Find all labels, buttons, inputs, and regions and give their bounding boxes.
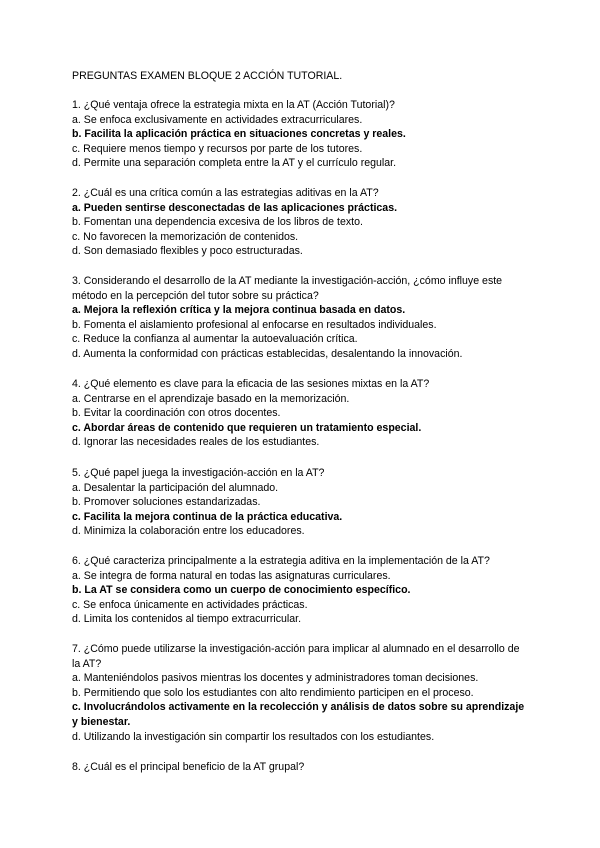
question-text: 3. Considerando el desarrollo de la AT mediante la investigación-acción, ¿cómo influye este método en la percepción del tutor sobre su práctica? (72, 275, 503, 302)
answer-option: a. Se enfoca exclusivamente en actividades extracurriculares. (72, 113, 363, 126)
answer-option: b. Promover soluciones estandarizadas. (72, 496, 261, 509)
correct-answer-option: c. Facilita la mejora continua de la práctica educativa. (72, 510, 343, 523)
answer-option: a. Manteniéndolos pasivos mientras los docentes y administradores toman decisiones. (72, 672, 479, 685)
answer-option: c. No favorecen la memorización de contenidos. (72, 230, 299, 243)
question-block (72, 98, 530, 171)
correct-answer-option: b. Facilita la aplicación práctica en situaciones concretas y reales. (72, 128, 406, 141)
question-text: 6. ¿Qué caracteriza principalmente a la estrategia aditiva en la implementación de la AT? (72, 555, 490, 567)
question-block (72, 274, 530, 362)
question-text: 5. ¿Qué papel juega la investigación-acción en la AT? (72, 467, 325, 479)
question-text: 1. ¿Qué ventaja ofrece la estrategia mixta en la AT (Acción Tutorial)? (72, 99, 395, 111)
answer-option: d. Utilizando la investigación sin compartir los resultados con los estudiantes. (72, 730, 435, 743)
question-block (72, 760, 530, 775)
answer-option: a. Se integra de forma natural en todas las asignaturas curriculares. (72, 569, 391, 582)
correct-answer-option: c. Involucrándolos activamente en la recolección y análisis de datos sobre su aprendizaje y bienestar. (72, 701, 525, 728)
answer-option: a. Desalentar la participación del alumnado. (72, 481, 279, 494)
question-block (72, 377, 530, 450)
correct-answer-option: b. La AT se considera como un cuerpo de conocimiento específico. (72, 584, 411, 597)
answer-option: b. Permitiendo que solo los estudiantes con alto rendimiento participen en el proceso. (72, 686, 474, 699)
correct-answer-option: c. Abordar áreas de contenido que requieren un tratamiento especial. (72, 421, 422, 434)
answer-option: d. Son demasiado flexibles y poco estructuradas. (72, 245, 303, 258)
answer-option: d. Limita los contenidos al tiempo extracurricular. (72, 613, 302, 626)
answer-option: d. Permite una separación completa entre la AT y el currículo regular. (72, 157, 397, 170)
question-block (72, 466, 530, 539)
answer-option: d. Minimiza la colaboración entre los educadores. (72, 525, 305, 538)
answer-option: d. Aumenta la conformidad con prácticas establecidas, desalentando la innovación. (72, 347, 463, 360)
answer-option: d. Ignorar las necesidades reales de los estudiantes. (72, 436, 320, 449)
question-block (72, 554, 530, 627)
question-text: 7. ¿Cómo puede utilizarse la investigación-acción para implicar al alumnado en el desarrollo de la AT? (72, 643, 520, 670)
page-title: PREGUNTAS EXAMEN BLOQUE 2 ACCIÓN TUTORIAL. (72, 70, 343, 82)
answer-option: c. Reduce la confianza al aumentar la autoevaluación crítica. (72, 333, 358, 346)
answer-option: c. Se enfoca únicamente en actividades prácticas. (72, 598, 308, 611)
answer-option: b. Evitar la coordinación con otros docentes. (72, 407, 281, 420)
answer-option: a. Centrarse en el aprendizaje basado en la memorización. (72, 392, 350, 405)
answer-option: b. Fomenta el aislamiento profesional al enfocarse en resultados individuales. (72, 318, 437, 331)
answer-option: b. Fomentan una dependencia excesiva de los libros de texto. (72, 216, 363, 229)
question-text: 8. ¿Cuál es el principal beneficio de la AT grupal? (72, 761, 305, 773)
answer-option: c. Requiere menos tiempo y recursos por parte de los tutores. (72, 142, 363, 155)
correct-answer-option: a. Pueden sentirse desconectadas de las aplicaciones prácticas. (72, 201, 398, 214)
question-text: 2. ¿Cuál es una crítica común a las estrategias aditivas en la AT? (72, 187, 379, 199)
question-block (72, 186, 530, 259)
correct-answer-option: a. Mejora la reflexión crítica y la mejora continua basada en datos. (72, 304, 406, 317)
question-block (72, 642, 530, 744)
question-text: 4. ¿Qué elemento es clave para la eficacia de las sesiones mixtas en la AT? (72, 378, 430, 390)
